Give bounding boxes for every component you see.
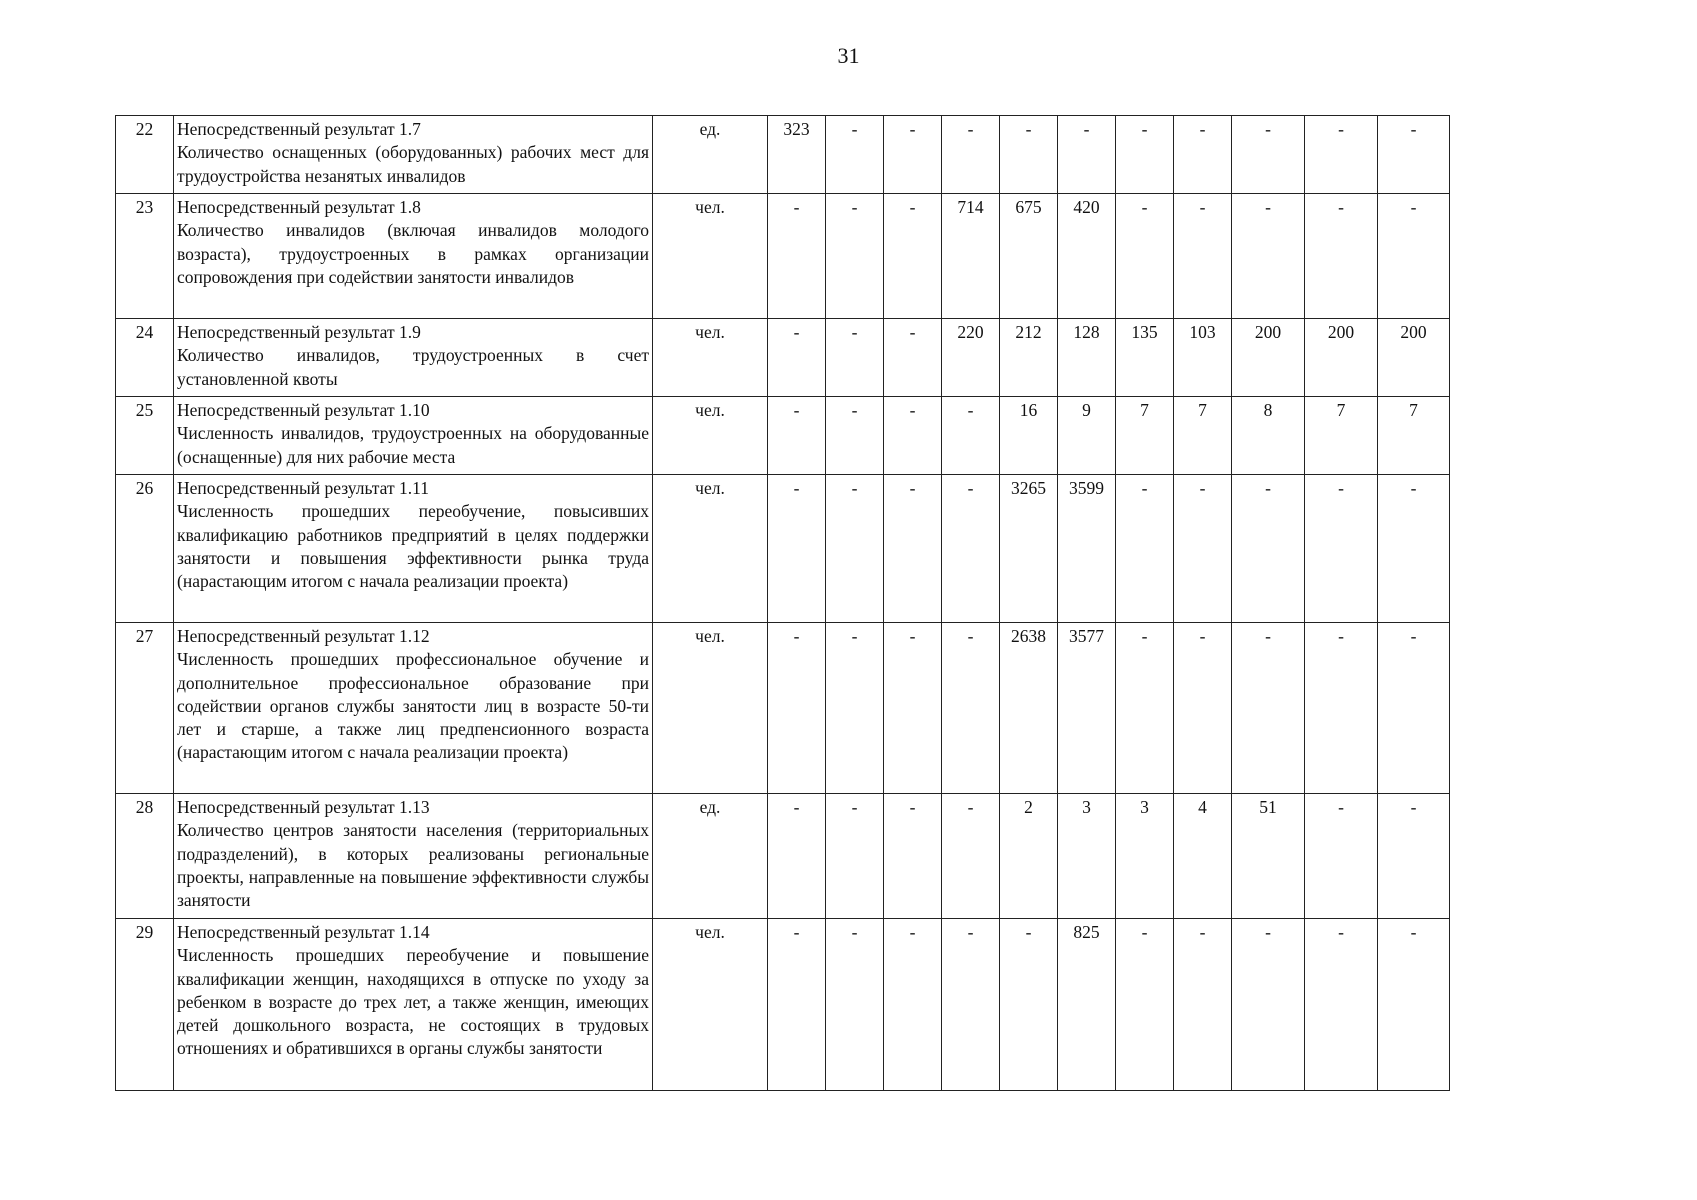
- value-cell: -: [768, 194, 826, 319]
- value-cell: -: [884, 919, 942, 1091]
- indicator-cell: [174, 623, 653, 794]
- value-cell: -: [1378, 794, 1450, 919]
- value-cell: 7: [1174, 397, 1232, 475]
- unit-cell: чел.: [653, 319, 768, 397]
- value-cell: -: [1378, 475, 1450, 623]
- indicator-description: Численность прошедших переобучение, повысивших квалификацию работников предприятий в целях поддержки занятости и повышения эффективности рынка труда (нарастающим итогом с начала реализации проекта): [177, 501, 649, 592]
- value-cell: -: [826, 116, 884, 194]
- value-cell: -: [1116, 919, 1174, 1091]
- unit-cell: ед.: [653, 794, 768, 919]
- row-number: 23: [116, 194, 174, 319]
- value-cell: -: [826, 919, 884, 1091]
- value-cell: -: [1232, 919, 1305, 1091]
- row-number: 26: [116, 475, 174, 623]
- row-number: 29: [116, 919, 174, 1091]
- value-cell: -: [884, 194, 942, 319]
- indicator-description: Численность инвалидов, трудоустроенных на оборудованные (оснащенные) для них рабочие места: [177, 423, 649, 467]
- value-cell: -: [1305, 919, 1378, 1091]
- indicator-description: Численность прошедших переобучение и повышение квалификации женщин, находящихся в отпуске по уходу за ребенком в возрасте до трех лет, а также женщин, имеющих детей дошкольного возраста, не состоящих в трудовых отношениях и обратившихся в органы службы занятости: [177, 945, 649, 1059]
- value-cell: -: [1174, 475, 1232, 623]
- value-cell: -: [1305, 116, 1378, 194]
- value-cell: 200: [1305, 319, 1378, 397]
- table-row: [116, 794, 1450, 919]
- value-cell: 200: [1232, 319, 1305, 397]
- value-cell: 200: [1378, 319, 1450, 397]
- value-cell: -: [884, 475, 942, 623]
- table-row: [116, 194, 1450, 319]
- value-cell: 51: [1232, 794, 1305, 919]
- value-cell: -: [884, 319, 942, 397]
- value-cell: 4: [1174, 794, 1232, 919]
- value-cell: -: [1305, 475, 1378, 623]
- value-cell: 7: [1305, 397, 1378, 475]
- indicators-table: [115, 115, 1450, 1091]
- indicator-title: Непосредственный результат 1.9: [177, 322, 421, 342]
- indicator-title: Непосредственный результат 1.14: [177, 922, 430, 942]
- value-cell: -: [942, 475, 1000, 623]
- table-row: [116, 319, 1450, 397]
- value-cell: -: [1174, 623, 1232, 794]
- value-cell: -: [1232, 623, 1305, 794]
- value-cell: -: [942, 623, 1000, 794]
- value-cell: -: [1232, 116, 1305, 194]
- value-cell: 7: [1116, 397, 1174, 475]
- value-cell: 103: [1174, 319, 1232, 397]
- value-cell: -: [1116, 116, 1174, 194]
- value-cell: -: [826, 475, 884, 623]
- value-cell: -: [768, 319, 826, 397]
- indicator-cell: [174, 475, 653, 623]
- value-cell: -: [826, 194, 884, 319]
- value-cell: 3599: [1058, 475, 1116, 623]
- indicator-description: Количество инвалидов, трудоустроенных в счет установленной квоты: [177, 345, 649, 389]
- unit-cell: чел.: [653, 194, 768, 319]
- value-cell: -: [768, 919, 826, 1091]
- value-cell: -: [1378, 116, 1450, 194]
- value-cell: -: [1305, 623, 1378, 794]
- value-cell: 323: [768, 116, 826, 194]
- value-cell: 3: [1058, 794, 1116, 919]
- indicator-cell: [174, 116, 653, 194]
- unit-cell: ед.: [653, 116, 768, 194]
- value-cell: 2638: [1000, 623, 1058, 794]
- value-cell: -: [1000, 116, 1058, 194]
- indicator-description: Количество оснащенных (оборудованных) рабочих мест для трудоустройства незанятых инвалидов: [177, 142, 649, 186]
- value-cell: -: [1058, 116, 1116, 194]
- value-cell: 220: [942, 319, 1000, 397]
- value-cell: -: [768, 397, 826, 475]
- value-cell: -: [942, 397, 1000, 475]
- value-cell: 714: [942, 194, 1000, 319]
- value-cell: -: [884, 623, 942, 794]
- value-cell: -: [1378, 623, 1450, 794]
- table-row: [116, 623, 1450, 794]
- value-cell: -: [768, 623, 826, 794]
- indicator-cell: [174, 919, 653, 1091]
- indicator-description: Численность прошедших профессиональное обучение и дополнительное профессиональное образование при содействии органов службы занятости лиц в возрасте 50-ти лет и старше, а также лиц предпенсионного возраста (нарастающим итогом с начала реализации проекта): [177, 649, 649, 763]
- indicator-title: Непосредственный результат 1.7: [177, 119, 421, 139]
- indicator-cell: [174, 397, 653, 475]
- value-cell: -: [1000, 919, 1058, 1091]
- value-cell: 420: [1058, 194, 1116, 319]
- value-cell: 135: [1116, 319, 1174, 397]
- indicator-title: Непосредственный результат 1.8: [177, 197, 421, 217]
- value-cell: 3265: [1000, 475, 1058, 623]
- unit-cell: чел.: [653, 919, 768, 1091]
- value-cell: -: [1232, 194, 1305, 319]
- table-row: [116, 919, 1450, 1091]
- value-cell: -: [826, 319, 884, 397]
- indicator-description: Количество инвалидов (включая инвалидов молодого возраста), трудоустроенных в рамках организации сопровождения при содействии занятости инвалидов: [177, 220, 649, 287]
- unit-cell: чел.: [653, 475, 768, 623]
- row-number: 27: [116, 623, 174, 794]
- value-cell: -: [884, 397, 942, 475]
- value-cell: 212: [1000, 319, 1058, 397]
- value-cell: -: [1116, 623, 1174, 794]
- table-row: [116, 397, 1450, 475]
- table-row: [116, 475, 1450, 623]
- unit-cell: чел.: [653, 623, 768, 794]
- value-cell: -: [942, 919, 1000, 1091]
- value-cell: -: [1232, 475, 1305, 623]
- value-cell: 3577: [1058, 623, 1116, 794]
- table-row: [116, 116, 1450, 194]
- value-cell: -: [826, 397, 884, 475]
- value-cell: 825: [1058, 919, 1116, 1091]
- value-cell: 2: [1000, 794, 1058, 919]
- indicator-cell: [174, 194, 653, 319]
- indicator-description: Количество центров занятости населения (территориальных подразделений), в которых реализованы региональные проекты, направленные на повышение эффективности службы занятости: [177, 820, 649, 911]
- value-cell: -: [768, 475, 826, 623]
- value-cell: -: [884, 116, 942, 194]
- indicator-title: Непосредственный результат 1.10: [177, 400, 430, 420]
- row-number: 28: [116, 794, 174, 919]
- unit-cell: чел.: [653, 397, 768, 475]
- value-cell: -: [1174, 919, 1232, 1091]
- indicator-title: Непосредственный результат 1.11: [177, 478, 429, 498]
- value-cell: -: [1174, 194, 1232, 319]
- row-number: 22: [116, 116, 174, 194]
- row-number: 25: [116, 397, 174, 475]
- value-cell: 7: [1378, 397, 1450, 475]
- value-cell: -: [768, 794, 826, 919]
- value-cell: -: [1116, 194, 1174, 319]
- value-cell: -: [1116, 475, 1174, 623]
- indicator-cell: [174, 794, 653, 919]
- value-cell: 675: [1000, 194, 1058, 319]
- value-cell: -: [1305, 794, 1378, 919]
- table-body: [116, 116, 1450, 1091]
- value-cell: -: [942, 116, 1000, 194]
- value-cell: 16: [1000, 397, 1058, 475]
- indicator-cell: [174, 319, 653, 397]
- value-cell: -: [884, 794, 942, 919]
- page-number: 31: [837, 43, 860, 68]
- value-cell: -: [826, 794, 884, 919]
- value-cell: 3: [1116, 794, 1174, 919]
- value-cell: 9: [1058, 397, 1116, 475]
- indicator-title: Непосредственный результат 1.12: [177, 626, 430, 646]
- value-cell: -: [1174, 116, 1232, 194]
- indicator-title: Непосредственный результат 1.13: [177, 797, 430, 817]
- value-cell: -: [1378, 194, 1450, 319]
- value-cell: 8: [1232, 397, 1305, 475]
- value-cell: -: [826, 623, 884, 794]
- value-cell: -: [942, 794, 1000, 919]
- value-cell: 128: [1058, 319, 1116, 397]
- value-cell: -: [1305, 194, 1378, 319]
- row-number: 24: [116, 319, 174, 397]
- value-cell: -: [1378, 919, 1450, 1091]
